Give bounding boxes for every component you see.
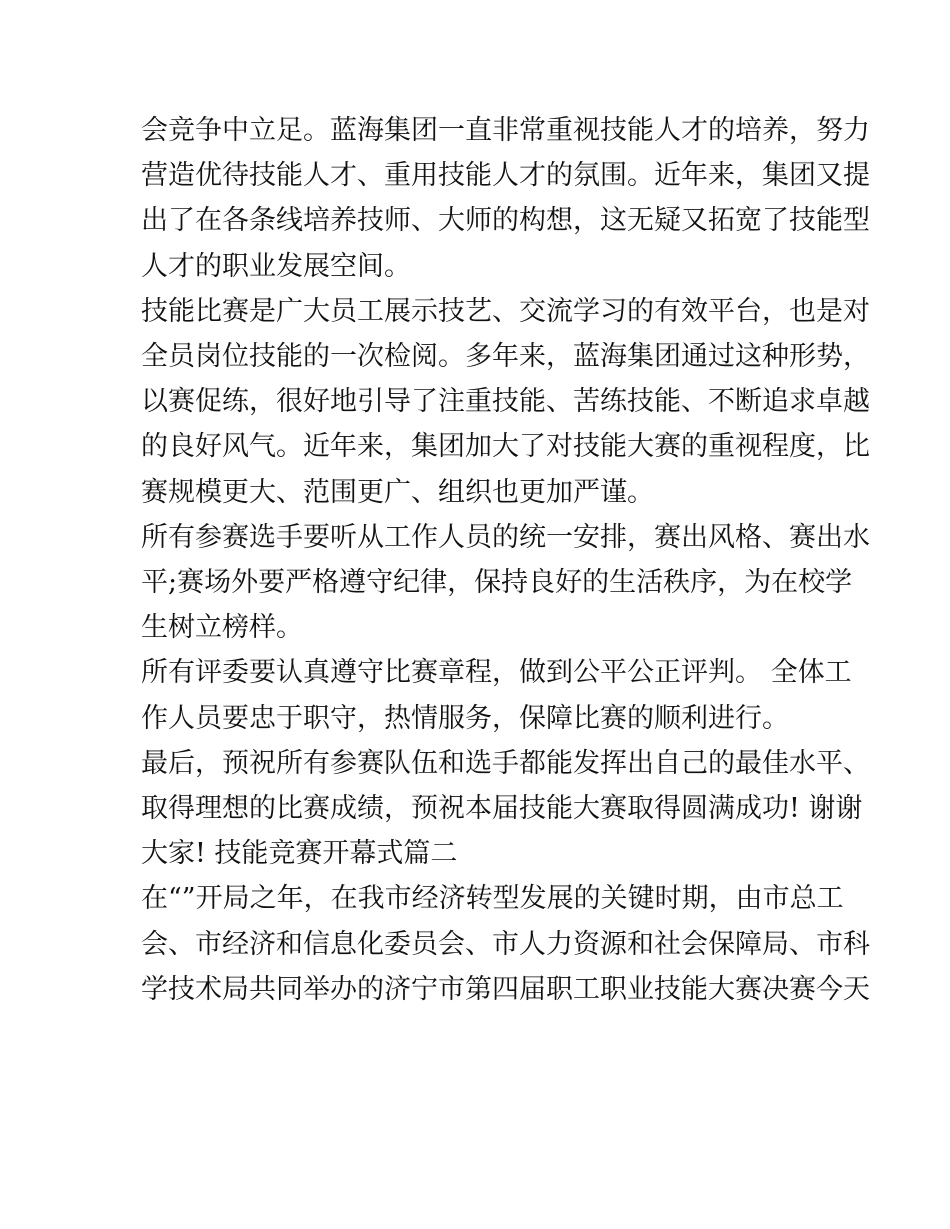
text-line: 作人员要忠于职守，热情服务，保障比赛的顺利进行。 [141, 702, 789, 734]
text-line: 会竞争中立足。蓝海集团一直非常重视技能人才的培养，努力 [141, 115, 870, 146]
text-line: 人才的职业发展空间。 [141, 250, 411, 282]
text-line: 取得理想的比赛成绩，预祝本届技能大赛取得圆满成功! 谢谢 [141, 793, 863, 825]
text-line: 的良好风气。近年来，集团加大了对技能大赛的重视程度，比 [141, 431, 870, 463]
text-line: 学技术局共同举办的济宁市第四届职工职业技能大赛决赛今天 [141, 973, 870, 1005]
text-line: 最后，预祝所有参赛队伍和选手都能发挥出自己的最佳水平、 [141, 747, 870, 779]
text-line: 出了在各条线培养技师、大师的构想，这无疑又拓宽了技能型 [141, 205, 870, 237]
text-line: 营造优待技能人才、重用技能人才的氛围。近年来，集团又提 [141, 160, 870, 192]
text-line: 所有参赛选手要听从工作人员的统一安排，赛出风格、赛出水 [141, 521, 870, 553]
text-line: 技能比赛是广大员工展示技艺、交流学习的有效平台，也是对 [141, 295, 870, 327]
text-line: 以赛促练，很好地引导了注重技能、苦练技能、不断追求卓越 [141, 386, 870, 418]
text-line: 赛规模更大、范围更广、组织也更加严谨。 [141, 476, 654, 508]
text-line: 所有评委要认真遵守比赛章程，做到公平公正评判。 全体工 [141, 657, 852, 689]
text-line: 全员岗位技能的一次检阅。多年来，蓝海集团通过这种形势， [141, 341, 870, 373]
text-line: 生树立榜样。 [141, 612, 303, 644]
text-line: 大家! 技能竞赛开幕式篇二 [141, 838, 458, 870]
text-line: 平;赛场外要严格遵守纪律，保持良好的生活秩序，为在校学 [141, 567, 853, 599]
document-body [141, 108, 870, 1012]
text-line: 会、市经济和信息化委员会、市人力资源和社会保障局、市科 [141, 928, 870, 960]
text-line: 在“”开局之年，在我市经济转型发展的关键时期，由市总工 [141, 883, 844, 915]
